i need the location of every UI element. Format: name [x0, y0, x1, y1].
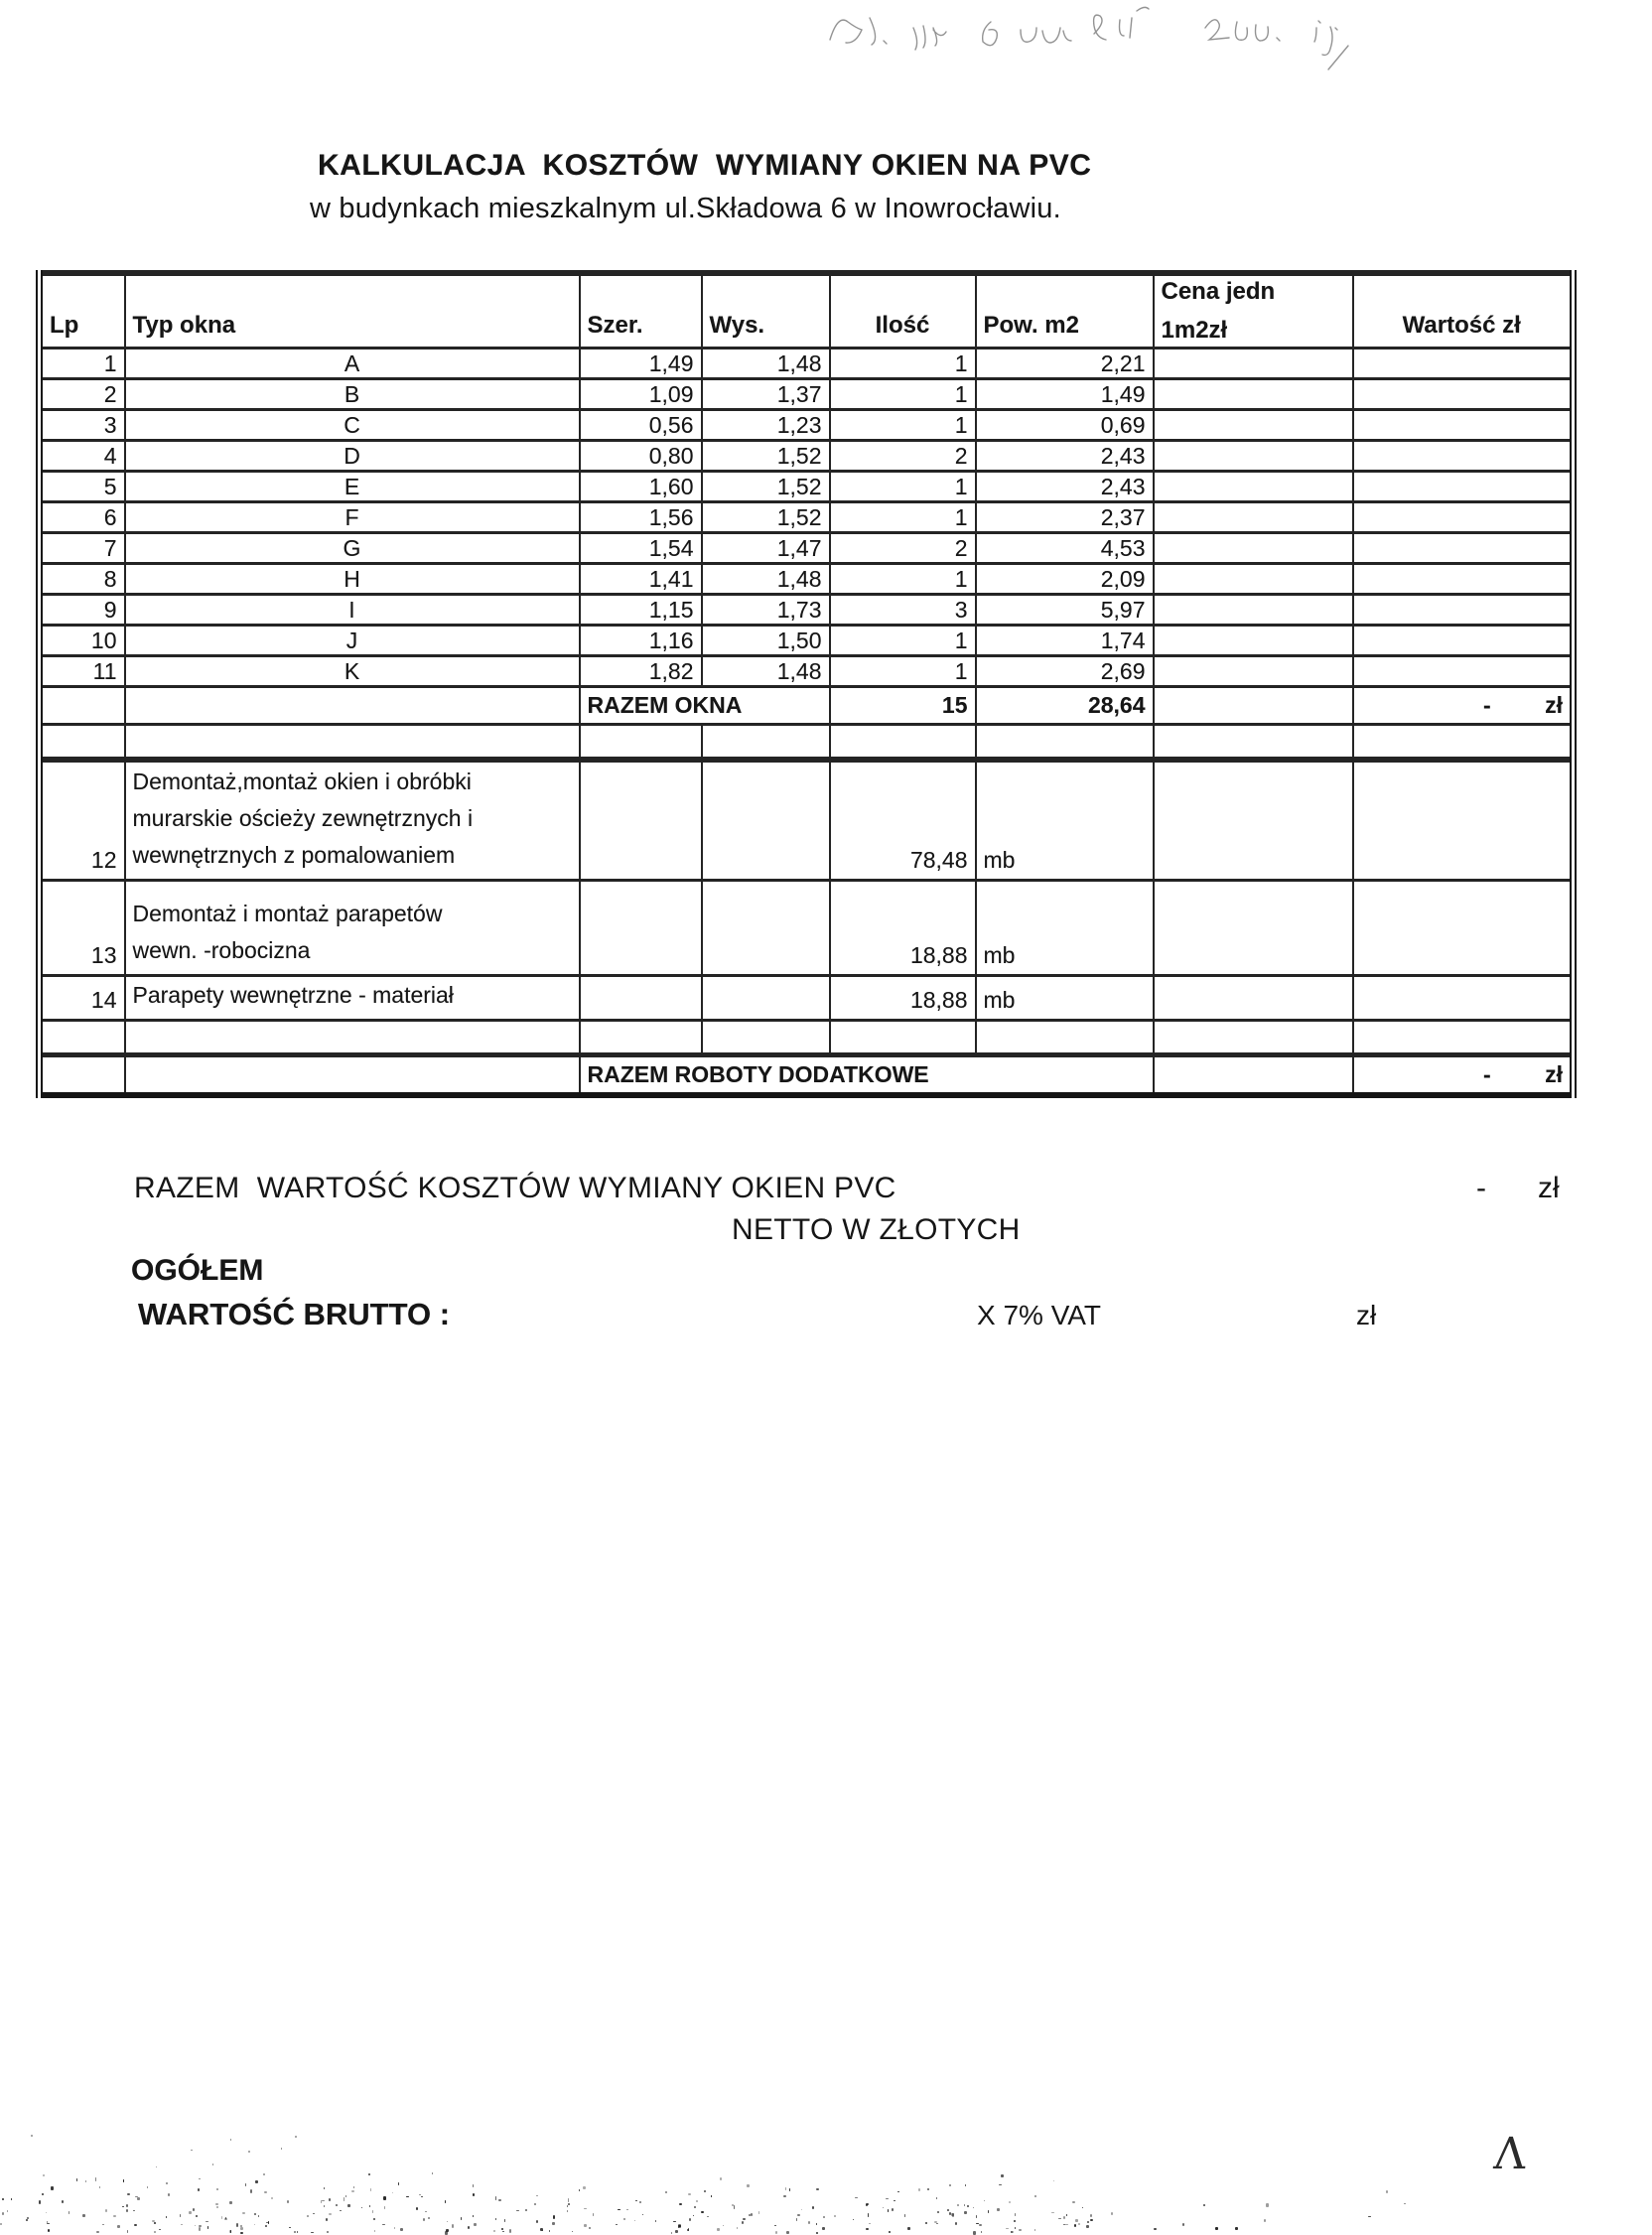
- wys-cell: [702, 976, 830, 1021]
- unit-cell: mb: [976, 976, 1154, 1021]
- wys-cell: 1,52: [702, 472, 830, 502]
- typ-cell: G: [125, 533, 580, 564]
- cena-cell: [1154, 410, 1353, 441]
- wartosc-cell: [1353, 379, 1574, 410]
- typ-cell: F: [125, 502, 580, 533]
- razem-roboty-row: [40, 1055, 1574, 1096]
- col-header-typ-okna: Typ okna: [125, 273, 580, 349]
- cena-cell: [1154, 656, 1353, 687]
- brutto-currency: zł: [1356, 1300, 1377, 1330]
- wartosc-cell: [1353, 881, 1574, 976]
- szer-cell: 1,56: [580, 502, 702, 533]
- netto-total-dash: -: [1476, 1172, 1486, 1204]
- ilosc-cell: 18,88: [830, 976, 976, 1021]
- ilosc-cell: 1: [830, 410, 976, 441]
- lp-cell: 8: [40, 564, 125, 595]
- szer-cell: 1,82: [580, 656, 702, 687]
- window-row: [40, 410, 1574, 441]
- szer-cell: 0,80: [580, 441, 702, 472]
- lp-cell: [40, 1055, 125, 1096]
- pow-cell: 2,37: [976, 502, 1154, 533]
- razem-okna-ilosc: 15: [830, 687, 976, 725]
- col-header-lp: Lp: [40, 273, 125, 349]
- razem-okna-dash: -: [1483, 692, 1491, 718]
- typ-cell: K: [125, 656, 580, 687]
- extra-work-row: [40, 881, 1574, 976]
- lp-cell: 6: [40, 502, 125, 533]
- netto-total-currency: zł: [1538, 1172, 1560, 1204]
- document-title: KALKULACJA KOSZTÓW WYMIANY OKIEN NA PVC: [318, 149, 1092, 182]
- ilosc-cell: 2: [830, 441, 976, 472]
- wartosc-cell: [1353, 533, 1574, 564]
- window-row: [40, 472, 1574, 502]
- lp-cell: [40, 687, 125, 725]
- window-row: [40, 564, 1574, 595]
- pow-cell: 2,69: [976, 656, 1154, 687]
- wys-cell: 1,47: [702, 533, 830, 564]
- cena-cell: [1154, 533, 1353, 564]
- wartosc-cell: [1353, 656, 1574, 687]
- description-cell: [125, 760, 580, 881]
- typ-cell: [125, 687, 580, 725]
- extra-work-row: [40, 976, 1574, 1021]
- lp-cell: 12: [40, 760, 125, 881]
- ilosc-cell: 1: [830, 564, 976, 595]
- szer-cell: [580, 976, 702, 1021]
- window-row: [40, 349, 1574, 379]
- razem-okna-wartosc: [1353, 687, 1574, 725]
- razem-roboty-dash: -: [1483, 1061, 1491, 1087]
- razem-okna-row: [40, 687, 1574, 725]
- pow-cell: 2,21: [976, 349, 1154, 379]
- unit-cell: mb: [976, 881, 1154, 976]
- cena-cell: [1154, 1055, 1353, 1096]
- lp-cell: 9: [40, 595, 125, 626]
- wartosc-cell: [1353, 976, 1574, 1021]
- lp-cell: 7: [40, 533, 125, 564]
- typ-cell: D: [125, 441, 580, 472]
- netto-total-label: RAZEM WARTOŚĆ KOSZTÓW WYMIANY OKIEN PVC: [134, 1172, 896, 1204]
- typ-cell: E: [125, 472, 580, 502]
- razem-roboty-wartosc: [1353, 1055, 1574, 1096]
- window-row: [40, 656, 1574, 687]
- table-header-row: [40, 273, 1574, 349]
- ilosc-cell: 78,48: [830, 760, 976, 881]
- cena-cell: [1154, 760, 1353, 881]
- ogolem-label: OGÓŁEM: [131, 1254, 264, 1287]
- ilosc-cell: 2: [830, 533, 976, 564]
- col-header-wys: Wys.: [702, 273, 830, 349]
- spacer-row: [40, 1021, 1574, 1055]
- pow-cell: 1,74: [976, 626, 1154, 656]
- szer-cell: 1,54: [580, 533, 702, 564]
- wartosc-cell: [1353, 441, 1574, 472]
- description-line: Demontaż i montaż parapetów: [132, 901, 443, 926]
- wartosc-cell: [1353, 410, 1574, 441]
- pow-cell: 2,43: [976, 472, 1154, 502]
- pow-cell: 2,43: [976, 441, 1154, 472]
- window-row: [40, 502, 1574, 533]
- description-line: wewnętrznych z pomalowaniem: [132, 842, 456, 868]
- ilosc-cell: 18,88: [830, 881, 976, 976]
- col-header-wartosc-zl: Wartość zł: [1353, 273, 1574, 349]
- wys-cell: 1,48: [702, 349, 830, 379]
- wys-cell: 1,50: [702, 626, 830, 656]
- cena-cell: [1154, 349, 1353, 379]
- wys-cell: [702, 881, 830, 976]
- lp-cell: 11: [40, 656, 125, 687]
- cena-cell: [1154, 379, 1353, 410]
- pow-cell: 4,53: [976, 533, 1154, 564]
- ilosc-cell: 1: [830, 379, 976, 410]
- description-line: wewn. -robocizna: [132, 937, 311, 963]
- wartosc-cell: [1353, 626, 1574, 656]
- description-line: Demontaż,montaż okien i obróbki: [132, 768, 472, 794]
- wartosc-cell: [1353, 349, 1574, 379]
- szer-cell: 1,16: [580, 626, 702, 656]
- wys-cell: 1,52: [702, 502, 830, 533]
- handwritten-page-mark: Λ: [1492, 2129, 1528, 2179]
- wys-cell: 1,73: [702, 595, 830, 626]
- wartosc-cell: [1353, 564, 1574, 595]
- wys-cell: 1,23: [702, 410, 830, 441]
- description-line: murarskie ościeży zewnętrznych i: [132, 805, 474, 831]
- extra-work-row: [40, 760, 1574, 881]
- ilosc-cell: 1: [830, 502, 976, 533]
- wartosc-cell: [1353, 760, 1574, 881]
- description-line: Parapety wewnętrzne - materiał: [132, 982, 454, 1008]
- col-header-pow-m2: Pow. m2: [976, 273, 1154, 349]
- szer-cell: 1,15: [580, 595, 702, 626]
- cena-cell: [1154, 441, 1353, 472]
- window-row: [40, 626, 1574, 656]
- lp-cell: 5: [40, 472, 125, 502]
- szer-cell: 1,09: [580, 379, 702, 410]
- window-row: [40, 595, 1574, 626]
- lp-cell: 10: [40, 626, 125, 656]
- col-header-cena-jedn: [1154, 273, 1353, 349]
- wys-cell: 1,48: [702, 564, 830, 595]
- spacer-row: [40, 725, 1574, 761]
- cena-cell: [1154, 472, 1353, 502]
- typ-cell: H: [125, 564, 580, 595]
- cena-cell: [1154, 976, 1353, 1021]
- pow-cell: 5,97: [976, 595, 1154, 626]
- cena-cell: [1154, 564, 1353, 595]
- szer-cell: 1,60: [580, 472, 702, 502]
- col-header-szer: Szer.: [580, 273, 702, 349]
- description-cell: [125, 881, 580, 976]
- document-subtitle: w budynkach mieszkalnym ul.Składowa 6 w Inowrocławiu.: [310, 193, 1061, 224]
- lp-cell: 3: [40, 410, 125, 441]
- razem-okna-label: RAZEM OKNA: [580, 687, 830, 725]
- lp-cell: 14: [40, 976, 125, 1021]
- szer-cell: 1,49: [580, 349, 702, 379]
- ilosc-cell: 1: [830, 626, 976, 656]
- cena-cell: [1154, 881, 1353, 976]
- szer-cell: 1,41: [580, 564, 702, 595]
- cena-jedn-line2: 1m2zł: [1161, 317, 1228, 344]
- razem-okna-unit: zł: [1545, 692, 1563, 718]
- ilosc-cell: 1: [830, 349, 976, 379]
- wys-cell: 1,52: [702, 441, 830, 472]
- typ-cell: B: [125, 379, 580, 410]
- pow-cell: 0,69: [976, 410, 1154, 441]
- wys-cell: 1,37: [702, 379, 830, 410]
- wartosc-cell: [1353, 502, 1574, 533]
- cena-cell: [1154, 626, 1353, 656]
- netto-total-line2: NETTO W ZŁOTYCH: [732, 1213, 1021, 1246]
- cost-table: [36, 270, 1577, 1098]
- cena-cell: [1154, 687, 1353, 725]
- cena-cell: [1154, 595, 1353, 626]
- brutto-label: WARTOŚĆ BRUTTO :: [138, 1297, 451, 1331]
- cost-table-wrapper: [36, 270, 1577, 1098]
- typ-cell: [125, 1055, 580, 1096]
- lp-cell: 2: [40, 379, 125, 410]
- handwritten-annotation: [774, 0, 1410, 89]
- description-cell: [125, 976, 580, 1021]
- pow-cell: 1,49: [976, 379, 1154, 410]
- ilosc-cell: 1: [830, 472, 976, 502]
- ilosc-cell: 3: [830, 595, 976, 626]
- typ-cell: C: [125, 410, 580, 441]
- unit-cell: mb: [976, 760, 1154, 881]
- col-header-ilosc: Ilość: [830, 273, 976, 349]
- window-row: [40, 533, 1574, 564]
- typ-cell: A: [125, 349, 580, 379]
- razem-roboty-label: RAZEM ROBOTY DODATKOWE: [580, 1055, 1154, 1096]
- wys-cell: 1,48: [702, 656, 830, 687]
- wartosc-cell: [1353, 472, 1574, 502]
- typ-cell: J: [125, 626, 580, 656]
- wys-cell: [702, 760, 830, 881]
- lp-cell: 1: [40, 349, 125, 379]
- razem-okna-pow: 28,64: [976, 687, 1154, 725]
- lp-cell: 4: [40, 441, 125, 472]
- cena-cell: [1154, 502, 1353, 533]
- wartosc-cell: [1353, 595, 1574, 626]
- cena-jedn-line1: Cena jedn: [1161, 278, 1276, 305]
- ilosc-cell: 1: [830, 656, 976, 687]
- pow-cell: 2,09: [976, 564, 1154, 595]
- szer-cell: [580, 760, 702, 881]
- window-row: [40, 441, 1574, 472]
- window-row: [40, 379, 1574, 410]
- szer-cell: 0,56: [580, 410, 702, 441]
- vat-note: X 7% VAT: [977, 1300, 1102, 1330]
- szer-cell: [580, 881, 702, 976]
- razem-roboty-unit: zł: [1545, 1061, 1563, 1087]
- typ-cell: I: [125, 595, 580, 626]
- lp-cell: 13: [40, 881, 125, 976]
